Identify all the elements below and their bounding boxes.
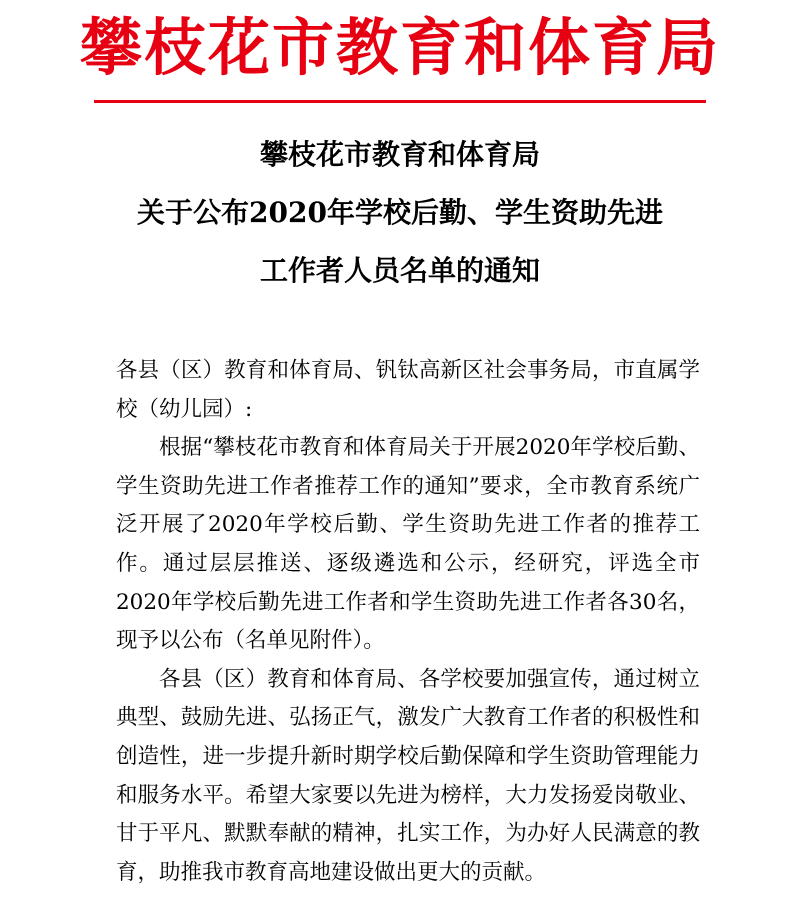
body-paragraph-2: 各县（区）教育和体育局、各学校要加强宣传，通过树立典型、鼓励先进、弘扬正气，激发广大教育工作者的积极性和创造性，进一步提升新时期学校后勤保障和学生资助管理能力和服务水平。希望大家要以先进为榜样，大力发扬爱岗敬业、甘于平凡、默默奉献的精神，扎实工作，为办好人民满意的教育，助推我市教育高地建设做出更大的贡献。: [116, 666, 700, 885]
notice-body: [116, 352, 700, 892]
body-paragraph-1: 根据“攀枝花市教育和体育局关于开展2020年学校后勤、学生资助先进工作者推荐工作的通知”要求，全市教育系统广泛开展了2020年学校后勤、学生资助先进工作者的推荐工作。通过层层推送、逐级遴选和公示，经研究，评选全市2020年学校后勤先进工作者和学生资助先进工作者各30名，现予以公布（名单见附件）。: [116, 435, 700, 654]
salutation: 各县（区）教育和体育局、钒钛高新区社会事务局，市直属学校（幼儿园）:: [116, 358, 700, 422]
notice-title-line-2: 关于公布2020年学校后勤、学生资助先进: [137, 196, 663, 229]
notice-title-line-1: 攀枝花市教育和体育局: [259, 138, 540, 171]
letterhead-title: 攀枝花市教育和体育局: [79, 11, 720, 84]
letterhead-red-rule: [94, 100, 706, 103]
notice-title-line-3: 工作者人员名单的通知: [259, 254, 540, 287]
notice-title: [0, 126, 800, 300]
